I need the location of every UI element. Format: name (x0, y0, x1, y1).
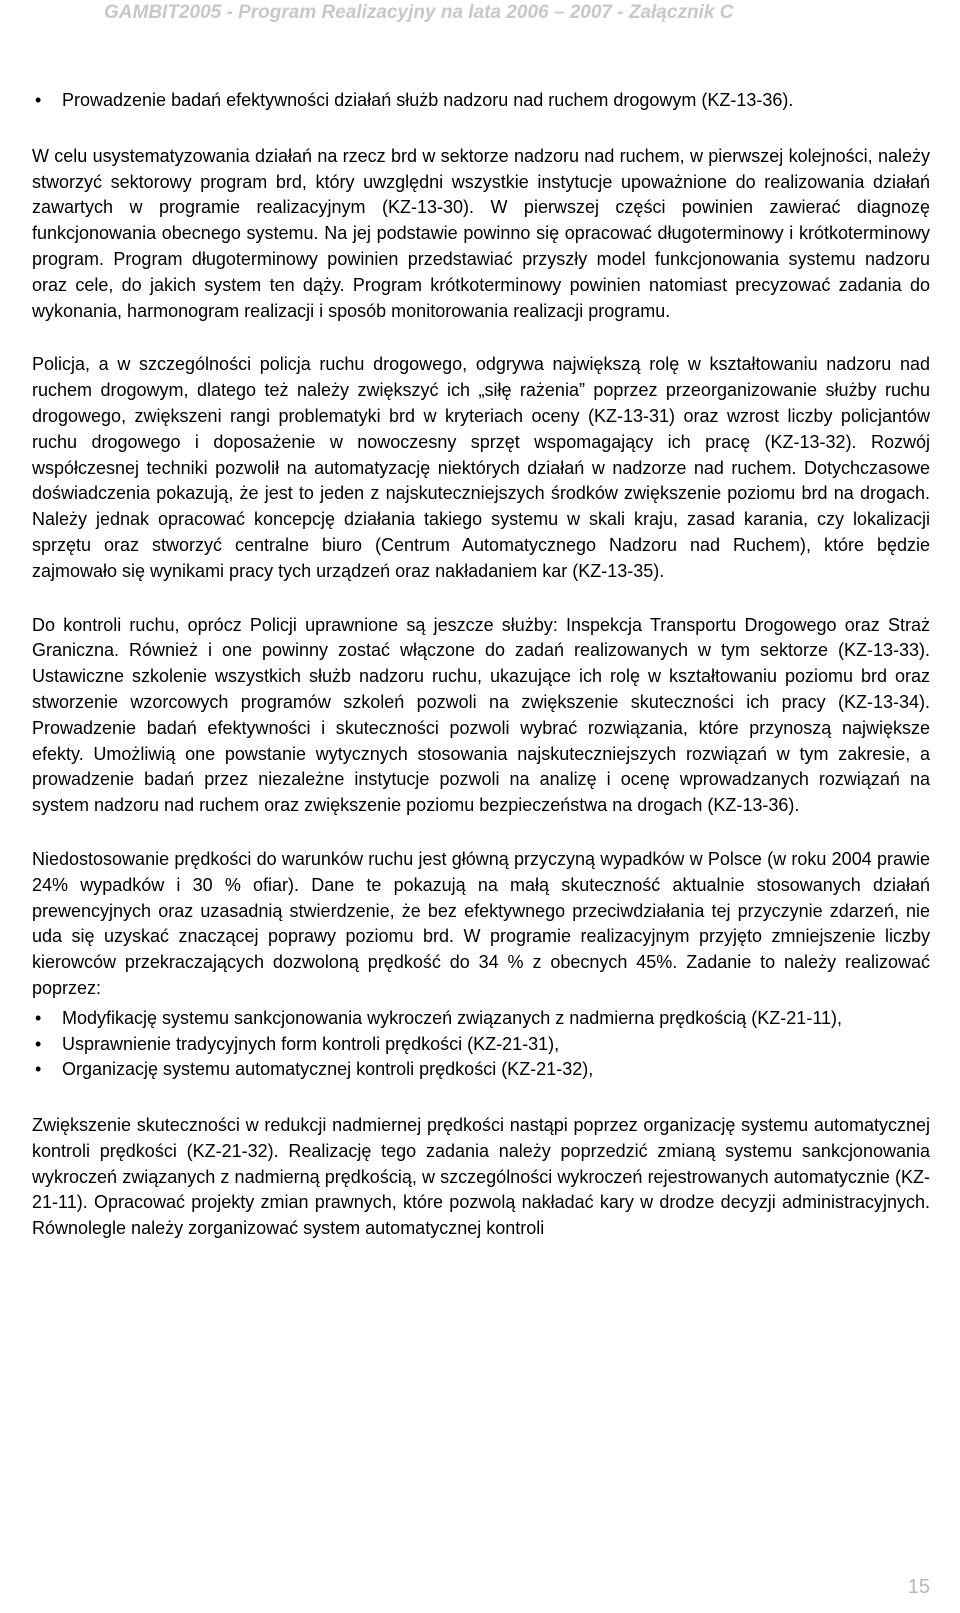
list-item: • Modyfikację systemu sankcjonowania wykroczeń związanych z nadmierna prędkością (KZ-21-11), (32, 1006, 930, 1032)
list-item: • Usprawnienie tradycyjnych form kontroli prędkości (KZ-21-31), (32, 1032, 930, 1058)
document-body (32, 88, 930, 1270)
paragraph-sector-program: W celu usystematyzowania działań na rzecz brd w sektorze nadzoru nad ruchem, w pierwszej kolejności, należy stworzyć sektorowy program brd, który uwzględni wszystkie instytucje upoważnione do realizowania działań zawartych w programie realizacyjnym (KZ-13-30). W pierwszej części powinien zawierać diagnozę funkcjonowania obecnego systemu. Na jej podstawie powinno się opracować długoterminowy i krótkoterminowy program. Program długoterminowy powinien przedstawiać przyszły model funkcjonowania systemu nadzoru oraz cele, do jakich system ten dąży. Program krótkoterminowy powinien natomiast precyzować zadania do wykonania, harmonogram realizacji i sposób monitorowania realizacji programu. (32, 145, 930, 321)
list-item: • Prowadzenie badań efektywności działań służb nadzoru nad ruchem drogowym (KZ-13-36). (32, 88, 930, 114)
bullet-list-speed (32, 1006, 930, 1083)
paragraph-traffic-control: Do kontroli ruchu, oprócz Policji uprawnione są jeszcze służby: Inspekcja Transportu Drogowego oraz Straż Graniczna. Również i one powinny zostać włączone do zadań realizowanych w tym sektorze (KZ-13-33). Ustawiczne szkolenie wszystkich służb nadzoru ruchu, ukazujące ich rolę w kształtowaniu poziomu brd oraz stworzenie wzorcowych programów szkoleń pozwoli na zwiększenie skuteczności ich pracy (KZ-13-34). Prowadzenie badań efektywności i skuteczności pozwoli wybrać rozwiązania, które przynoszą największe efekty. Umożliwią one powstanie wytycznych stosowania najskuteczniejszych rozwiązań w tym zakresie, a prowadzenie badań przez niezależne instytucje pozwoli na analizę i ocenę wprowadzanych rozwiązań na system nadzoru nad ruchem oraz zwiększenie poziomu bezpieczeństwa na drogach (KZ-13-36). (32, 614, 930, 816)
paragraph-final: Zwiększenie skuteczności w redukcji nadmiernej prędkości nastąpi poprzez organizację systemu automatycznej kontroli prędkości (KZ-21-32). Realizację tego zadania należy poprzedzić zmianą systemu sankcjonowania wykroczeń związanych z nadmierną prędkością, w szczególności wykroczeń rejestrowanych automatycznie (KZ-21-11). Opracować projekty zmian prawnych, które pozwolą nakładać kary w drodze decyzji administracyjnych. Równolegle należy zorganizować system automatycznej kontroli (32, 1115, 930, 1239)
list-item: • Organizację systemu automatycznej kontroli prędkości (KZ-21-32), (32, 1057, 930, 1083)
paragraph-speed: Niedostosowanie prędkości do warunków ruchu jest główną przyczyną wypadków w Polsce (w roku 2004 prawie 24% wypadków i 30 % ofiar). Dane te pokazują na małą skuteczność aktualnie stosowanych działań prewencyjnych oraz uzasadnią stwierdzenie, że bez efektywnego przeciwdziałania tej przyczynie zdarzeń, nie uda się uzyskać znaczącej poprawy poziomu brd. W programie realizacyjnym przyjęto zmniejszenie liczby kierowców przekraczających dozwoloną prędkość do 34 % z obecnych 45%. Zadanie to należy realizować poprzez: (32, 848, 930, 998)
paragraph-police: Policja, a w szczególności policja ruchu drogowego, odgrywa największą rolę w kształtowaniu nadzoru nad ruchem drogowym, dlatego też należy zwiększyć ich „siłę rażenia” poprzez przeorganizowanie służby ruchu drogowego, zwiększeni rangi problematyki brd w kryteriach oceny (KZ-13-31) oraz wzrost liczby policjantów ruchu drogowego i doposażenie w nowoczesny sprzęt wspomagający ich pracę (KZ-13-32). Rozwój współczesnej techniki pozwolił na automatyzację niektórych działań w nadzorze nad ruchem. Dotychczasowe doświadczenia pokazują, że jest to jeden z najskuteczniejszych środków zwiększenie poziomu brd na drogach. Należy jednak opracować koncepcję działania takiego systemu w skali kraju, zasad karania, czy lokalizacji sprzętu oraz stworzyć centralne biuro (Centrum Automatycznego Nadzoru nad Ruchem), które będzie zajmowało się wynikami pracy tych urządzeń oraz nakładaniem kar (KZ-13-35). (32, 354, 930, 581)
bullet-list-top (32, 88, 930, 114)
document-header: GAMBIT2005 - Program Realizacyjny na lata 2006 – 2007 - Załącznik C (104, 2, 734, 23)
page-number: 15 (907, 1576, 930, 1598)
